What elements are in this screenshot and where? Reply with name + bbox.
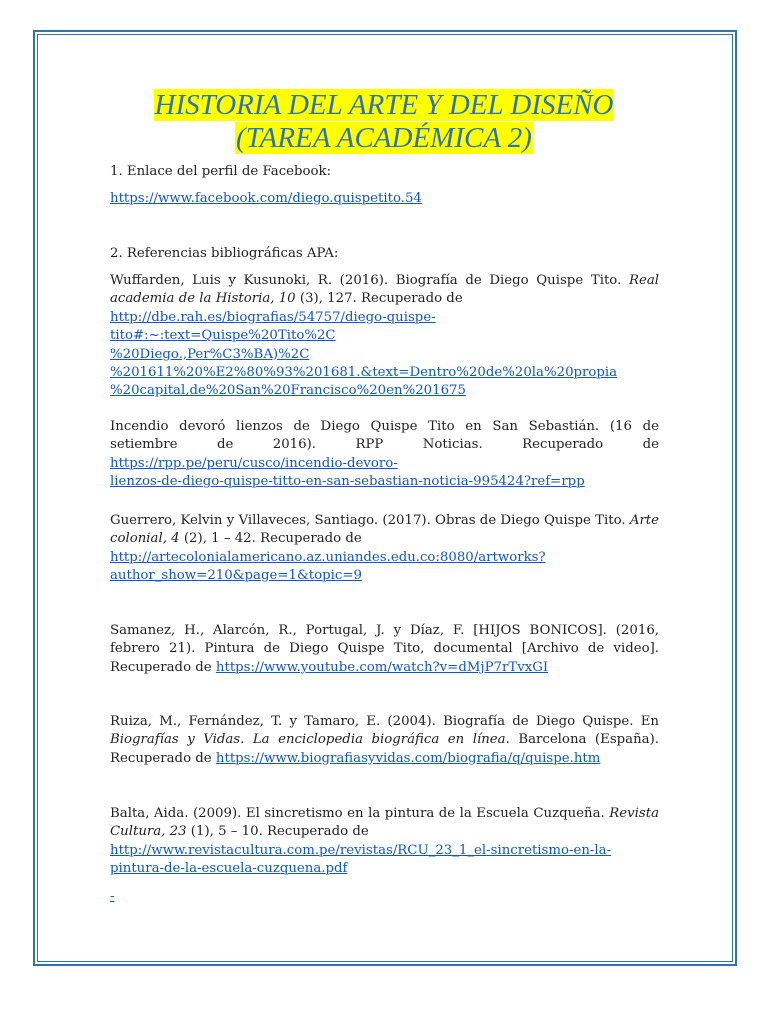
reference-5-text: Ruiza, M., Fernández, T. y Tamaro, E. (2004). Biografía de Diego Quispe. En: [110, 714, 659, 729]
reference-6-link-line1[interactable]: http://www.revistacultura.com.pe/revistas/RCU_23_1_el-sincretismo-en-la-: [110, 842, 612, 858]
reference-6-after: (1), 5 – 10. Recuperado de: [190, 824, 369, 840]
reference-4-text: Samanez, H., Alarcón, R., Portugal, J. y Díaz, F. [HIJOS BONICOS]. (2016, febrero 21). Pintura de Diego Quispe Tito, documental [Archivo de video]. Recuperado de: [110, 623, 659, 675]
reference-3-link-line2[interactable]: author_show=210&page=1&topic=9: [110, 568, 362, 584]
trailing-empty-link[interactable]: -: [110, 889, 115, 904]
reference-3-after: (2), 1 – 42. Recuperado de: [183, 531, 362, 547]
reference-2-text-line2: de 2016). RPP Noticias. Recuperado de: [216, 437, 659, 453]
reference-3-journal: Arte colonial, 4: [110, 513, 660, 547]
reference-6-text: Balta, Aida. (2009). El sincretismo en la pintura de la Escuela Cuzqueña.: [110, 806, 605, 821]
reference-1: [110, 272, 659, 401]
reference-6: [110, 805, 659, 879]
reference-1-link-line4[interactable]: %20capital,de%20San%20Francisco%20en%201675: [110, 383, 466, 399]
reference-3-link-line1[interactable]: http://artecolonialamericano.az.uniandes.edu.co:8080/artworks?: [110, 549, 546, 565]
reference-5-link[interactable]: https://www.biografiasyvidas.com/biografia/q/quispe.htm: [215, 750, 601, 766]
reference-1-text: Wuffarden, Luis y Kusunoki, R. (2016). Biografía de Diego Quispe Tito.: [110, 273, 622, 288]
reference-3-text: Guerrero, Kelvin y Villaveces, Santiago. (2017). Obras de Diego Quispe Tito.: [110, 513, 626, 528]
reference-1-link-line1[interactable]: http://dbe.rah.es/biografias/54757/diego-quispe-tito#:~:text=Quispe%20Tito%2C: [110, 309, 436, 344]
reference-2-text-line1: Incendio devoró lienzos de Diego Quispe Tito en San Sebastián. (16 de setiembre: [110, 419, 659, 453]
section2-heading: 2. Referencias bibliográficas APA:: [110, 246, 339, 261]
document-title-line1: HISTORIA DEL ARTE Y DEL DISEÑO: [154, 89, 614, 121]
reference-3: [110, 512, 659, 586]
reference-1-link-line2[interactable]: %20Diego.,Per%C3%BA)%2C: [110, 346, 310, 362]
reference-5: [110, 713, 659, 768]
reference-6-link-line2[interactable]: pintura-de-la-escuela-cuzquena.pdf: [110, 861, 348, 877]
reference-2-link-part2[interactable]: lienzos-de-diego-quispe-titto-en-san-sebastian-noticia-995424?ref=rpp: [110, 474, 585, 490]
reference-5-after: Barcelona (España). Recuperado de: [110, 732, 659, 766]
facebook-link-paragraph: [110, 190, 659, 208]
reference-5-source: Biografías y Vidas. La enciclopedia biográfica en línea.: [110, 732, 510, 748]
document-title-line2: (TAREA ACADÉMICA 2): [236, 122, 532, 154]
reference-1-link-line3[interactable]: %201611%20%E2%80%93%201681.&text=Dentro%20de%20la%20propia: [110, 365, 618, 381]
section1-heading: 1. Enlace del perfil de Facebook:: [110, 164, 332, 179]
reference-4: [110, 622, 659, 677]
reference-1-after: (3), 127. Recuperado de: [299, 291, 463, 307]
trailing-link-paragraph: [110, 888, 659, 906]
facebook-link[interactable]: https://www.facebook.com/diego.quispetito.54: [110, 191, 422, 206]
reference-4-link[interactable]: https://www.youtube.com/watch?v=dMjP7rTvxGI: [215, 659, 549, 675]
reference-2-link-part1[interactable]: https://rpp.pe/peru/cusco/incendio-devoro-: [110, 455, 398, 471]
reference-1-journal: Real academia de la Historia, 10: [110, 273, 659, 307]
reference-6-journal: Revista Cultura, 23: [110, 806, 660, 840]
reference-2: [110, 418, 659, 492]
